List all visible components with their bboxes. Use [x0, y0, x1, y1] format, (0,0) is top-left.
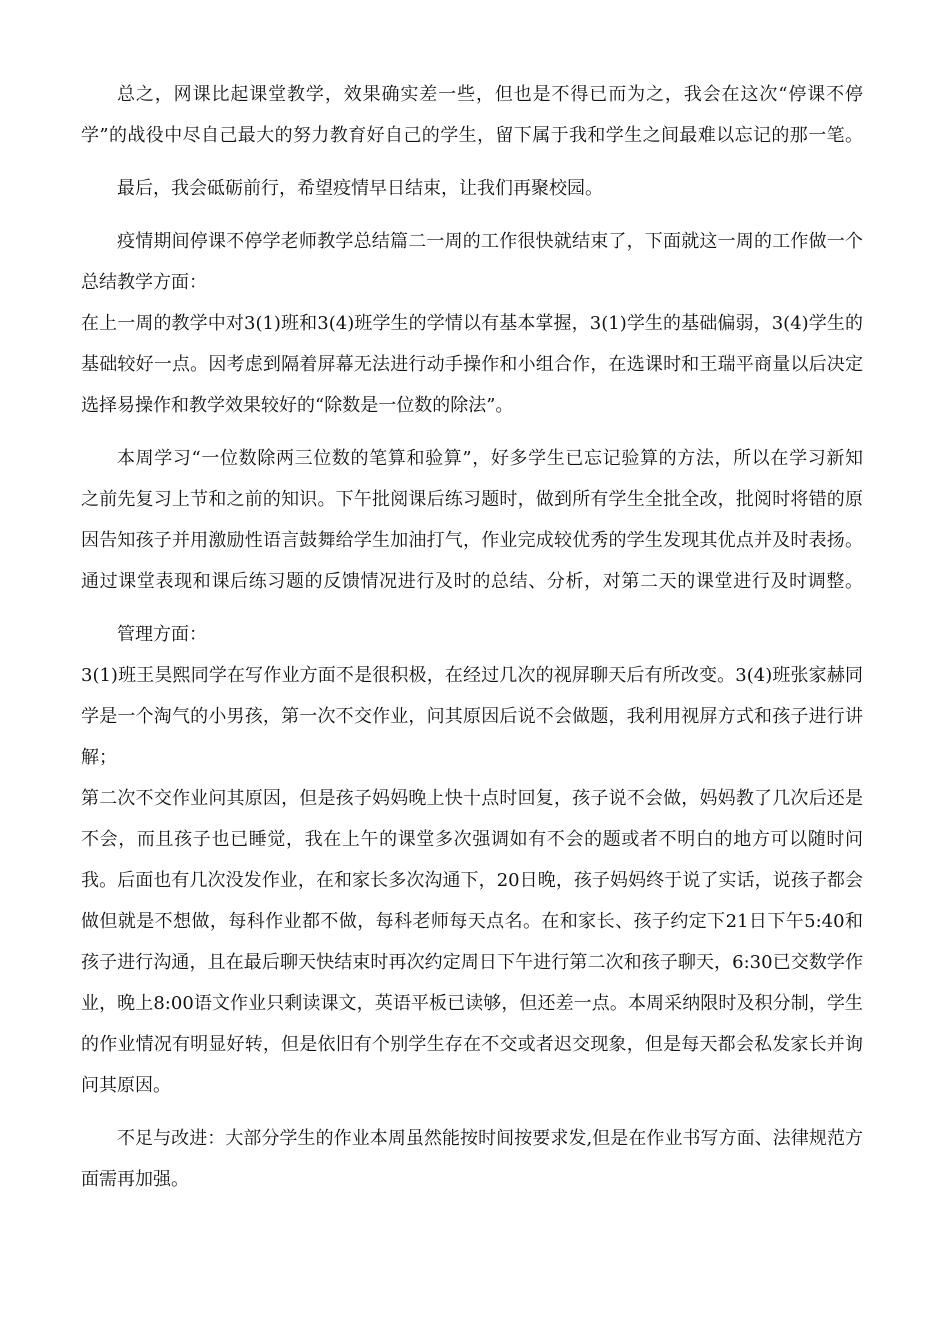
text-line-18: 不会，而且孩子也已睡觉，我在上午的课堂多次强调如有不会的题或者不明白的地方可以随时问: [81, 829, 863, 850]
text-line-6: 在上一周的教学中对3(1)班和3(4)班学生的学情以有基本掌握，3(1)学生的基础偏弱，3(4)学生的: [81, 313, 863, 334]
text-line-23: 的作业情况有明显好转，但是依旧有个别学生存在不交或者迟交现象，但是每天都会私发家长并询: [81, 1034, 863, 1055]
text-line-15: 学是一个淘气的小男孩，第一次不交作业，问其原因后说不会做题，我利用视屏方式和孩子进行讲: [81, 706, 863, 727]
text-line-13: 管理方面：: [117, 624, 207, 645]
text-line-3: 最后，我会砥砺前行，希望疫情早日结束，让我们再聚校园。: [117, 178, 603, 199]
text-line-5: 总结教学方面：: [81, 272, 207, 293]
text-line-12: 通过课堂表现和课后练习题的反馈情况进行及时的总结、分析，对第二天的课堂进行及时调整。: [81, 571, 863, 592]
text-line-25: 不足与改进：大部分学生的作业本周虽然能按时间按要求发,但是在作业书写方面、法律规范方: [117, 1128, 863, 1149]
text-line-20: 做但就是不想做，每科作业都不做，每科老师每天点名。在和家长、孩子约定下21日下午5:40和: [81, 911, 863, 932]
text-line-16: 解；: [81, 747, 117, 768]
text-line-10: 之前先复习上节和之前的知识。下午批阅课后练习题时，做到所有学生全批全改，批阅时将错的原: [81, 489, 863, 510]
text-line-17: 第二次不交作业问其原因，但是孩子妈妈晚上快十点时回复，孩子说不会做，妈妈教了几次后还是: [81, 788, 863, 809]
text-line-22: 业，晚上8:00语文作业只剩读课文，英语平板已读够，但还差一点。本周采纳限时及积分制，学生: [81, 993, 863, 1014]
text-line-4: 疫情期间停课不停学老师教学总结篇二一周的工作很快就结束了，下面就这一周的工作做一个: [117, 231, 863, 252]
text-line-19: 我。后面也有几次没发作业，在和家长多次沟通下，20日晚，孩子妈妈终于说了实话，说孩子都会: [81, 870, 863, 891]
text-line-21: 孩子进行沟通，且在最后聊天快结束时再次约定周日下午进行第二次和孩子聊天，6:30已交数学作: [81, 952, 863, 973]
text-line-24: 问其原因。: [81, 1075, 171, 1096]
text-line-26: 面需再加强。: [81, 1169, 189, 1190]
text-line-7: 基础较好一点。因考虑到隔着屏幕无法进行动手操作和小组合作，在选课时和王瑞平商量以后决定: [81, 354, 863, 375]
text-line-1: 总之，网课比起课堂教学，效果确实差一些，但也是不得已而为之，我会在这次“停课不停: [117, 84, 863, 105]
text-line-2: 学”的战役中尽自己最大的努力教育好自己的学生，留下属于我和学生之间最难以忘记的那一笔。: [81, 125, 863, 146]
text-line-9: 本周学习“一位数除两三位数的笔算和验算”，好多学生已忘记验算的方法，所以在学习新知: [117, 448, 863, 469]
text-line-8: 选择易操作和教学效果较好的“除数是一位数的除法”。: [81, 395, 514, 416]
text-line-14: 3(1)班王昊熙同学在写作业方面不是很积极，在经过几次的视屏聊天后有所改变。3(4)班张家赫同: [81, 665, 863, 686]
text-line-11: 因告知孩子并用激励性语言鼓舞给学生加油打气，作业完成较优秀的学生发现其优点并及时表扬。: [81, 530, 863, 551]
